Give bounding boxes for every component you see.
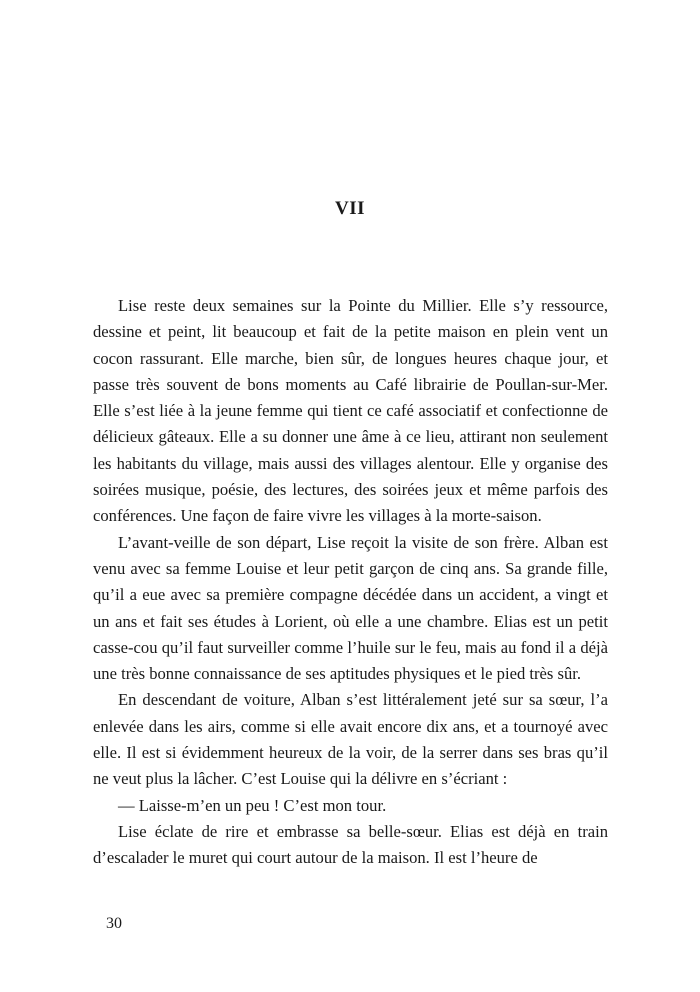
body-text xyxy=(93,293,608,872)
paragraph: L’avant-veille de son départ, Lise reçoit la visite de son frère. Alban est venu avec sa femme Louise et leur petit garçon de cinq ans. Sa grande fille, qu’il a eue avec sa première compagne décédée dans un accident, a vingt et un ans et fait ses études à Lorient, où elle a une chambre. Elias est un petit casse-cou qu’il faut surveiller comme l’huile sur le feu, mais au fond il a déjà une très bonne connaissance de ses aptitudes physiques et le pied très sûr. xyxy=(93,532,608,684)
chapter-title: VII xyxy=(334,198,365,219)
paragraph: En descendant de voiture, Alban s’est littéralement jeté sur sa sœur, l’a enlevée dans les airs, comme si elle avait encore dix ans, et a tournoyé avec elle. Il est si évidemment heureux de la voir, de la serrer dans ses bras qu’il ne veut plus la lâcher. C’est Louise qui la délivre en s’écriant : xyxy=(93,690,608,789)
paragraph: Lise éclate de rire et embrasse sa belle-sœur. Elias est déjà en train d’escalader le muret qui court autour de la maison. Il est l’heure de xyxy=(93,821,608,868)
page-number: 30 xyxy=(106,915,122,932)
dialogue-line: — Laisse-m’en un peu ! C’est mon tour. xyxy=(118,795,387,815)
paragraph: Lise reste deux semaines sur la Pointe du Millier. Elle s’y ressource, dessine et peint, lit beaucoup et fait de la petite maison en plein vent un cocon rassurant. Elle marche, bien sûr, de longues heures chaque jour, et passe très souvent de bons moments au Café librairie de Poullan-sur-Mer. Elle s’est liée à la jeune femme qui tient ce café associatif et confectionne de délicieux gâteaux. Elle a su donner une âme à ce lieu, attirant non seulement les habitants du village, mais aussi des villages alentour. Elle y organise des soirées musique, poésie, des lectures, des soirées jeux et même parfois des conférences. Une façon de faire vivre les villages à la morte-saison. xyxy=(93,296,608,526)
